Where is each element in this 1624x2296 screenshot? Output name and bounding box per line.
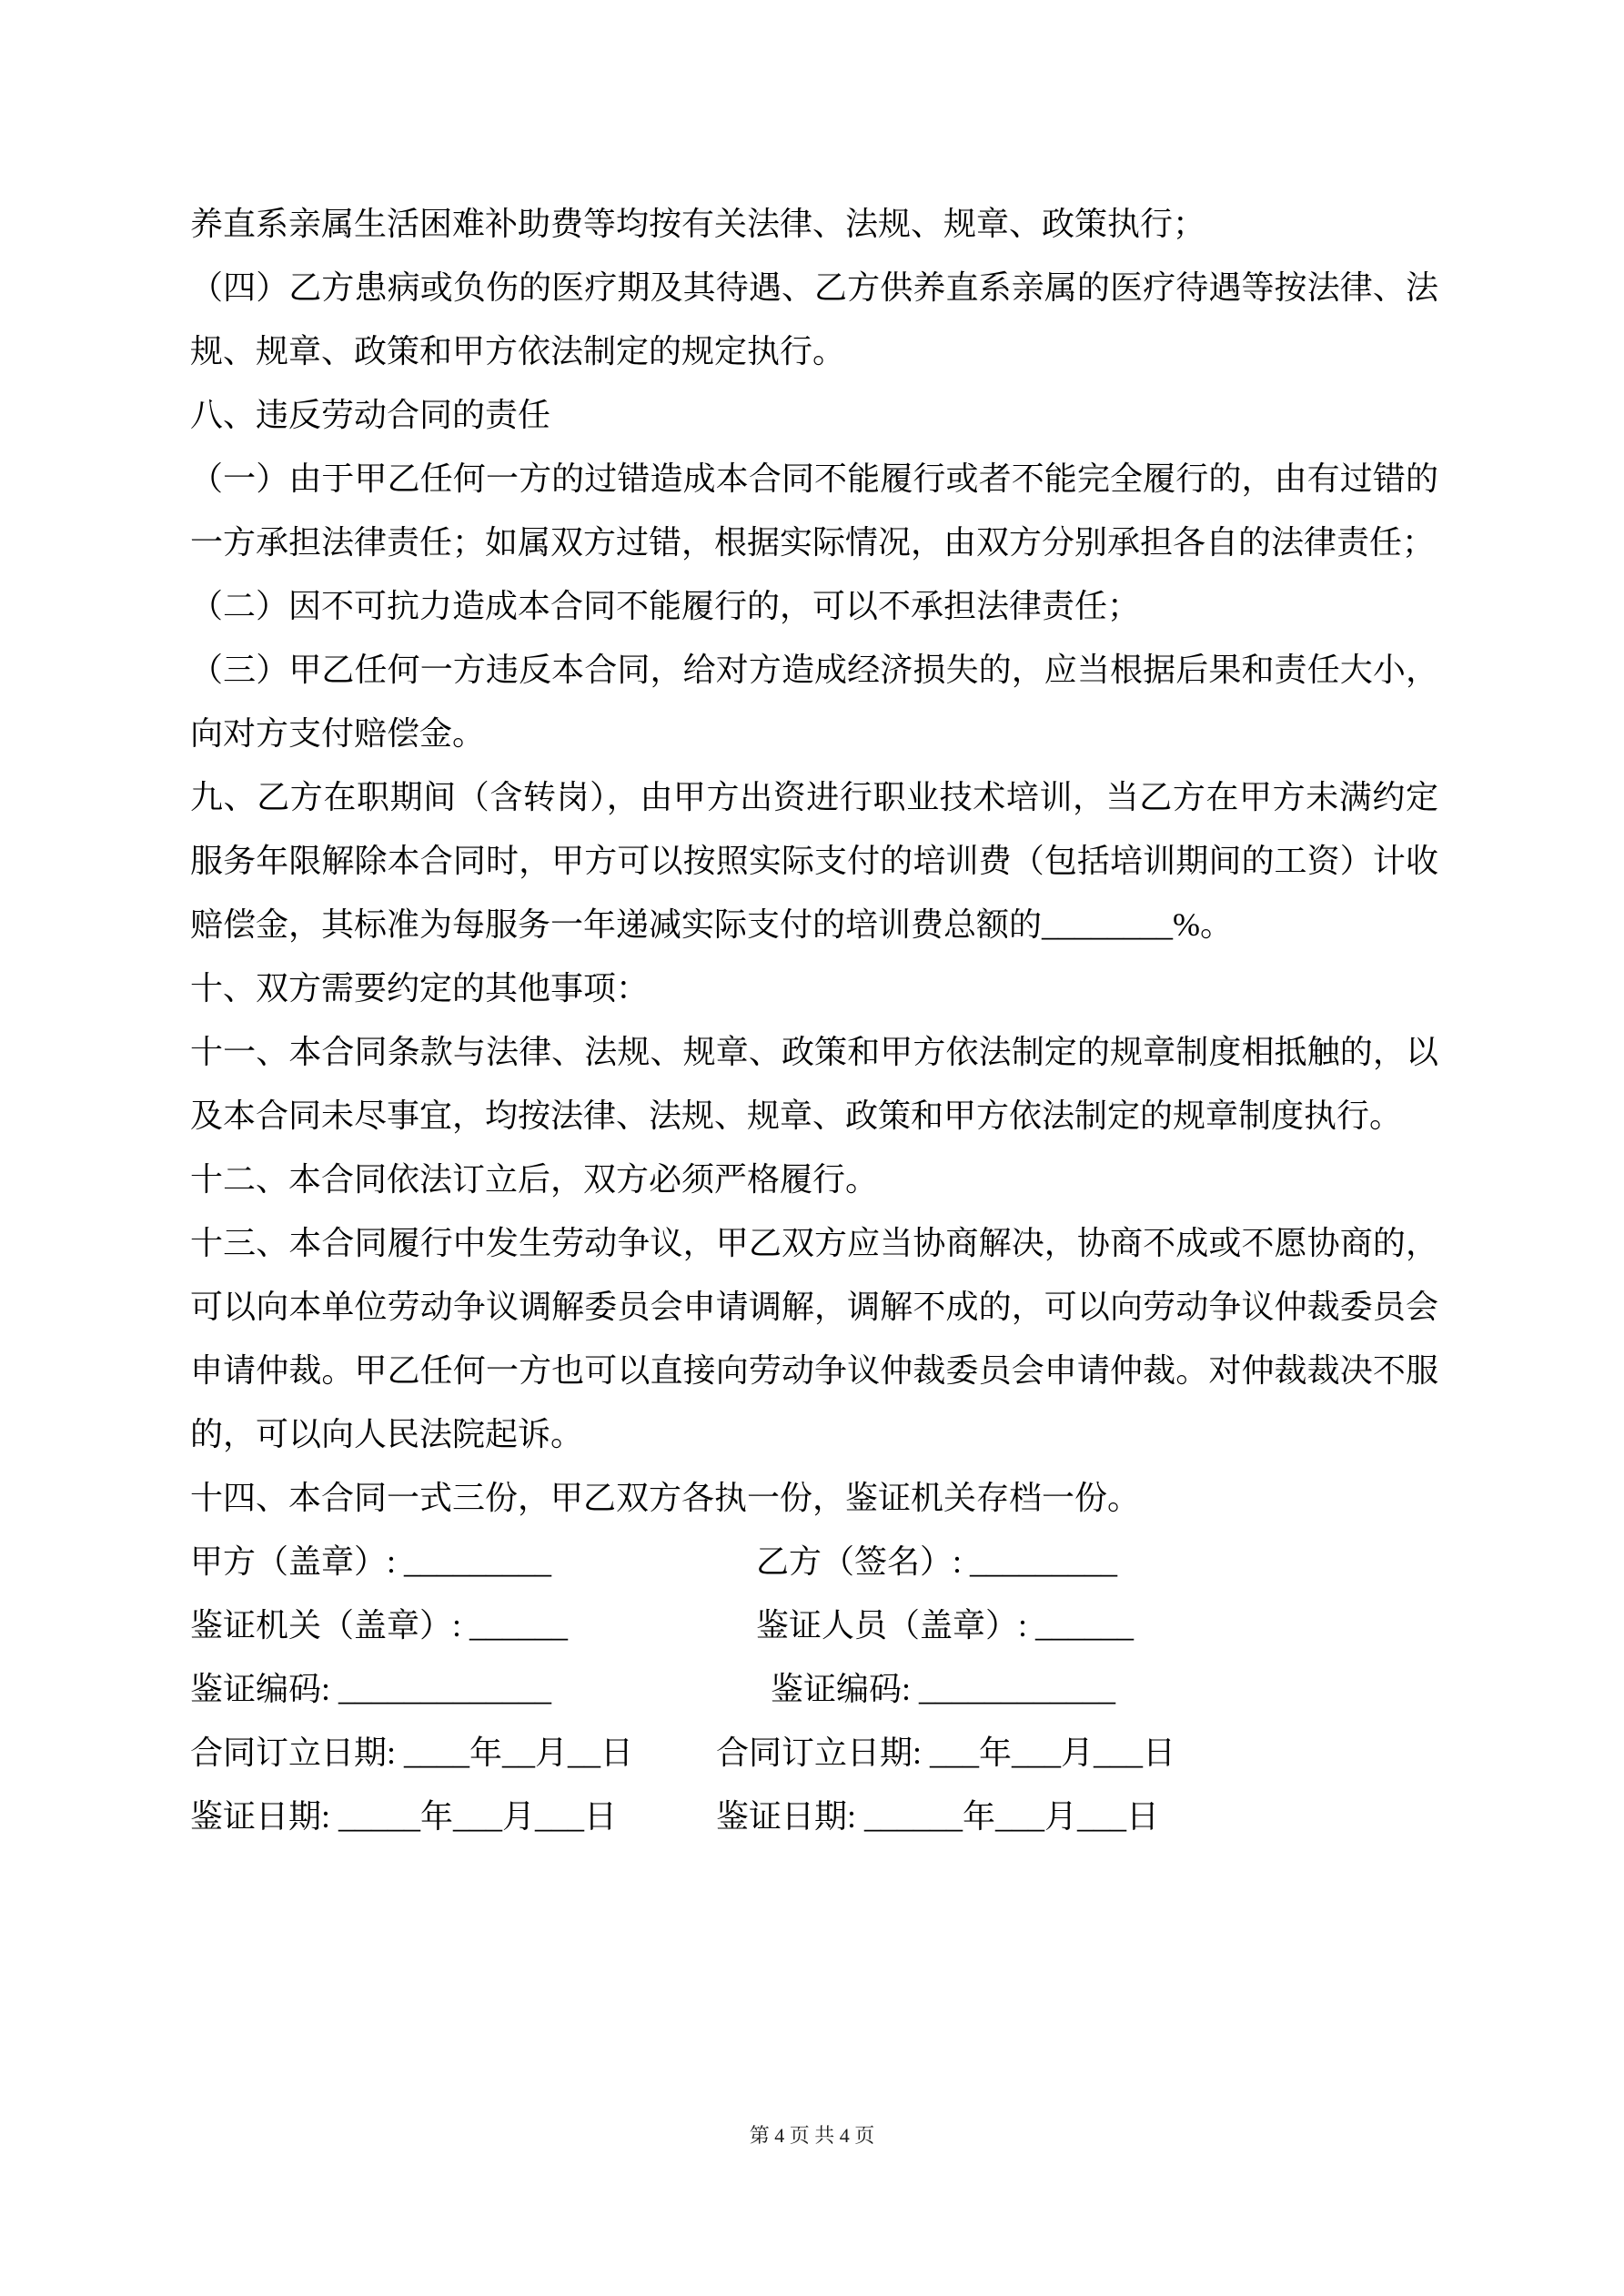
clause-fourteen: 十四、本合同一式三份，甲乙双方各执一份，鉴证机关存档一份。	[190, 1480, 1141, 1516]
clause-thirteen: 十三、本合同履行中发生劳动争议，甲乙双方应当协商解决，协商不成或不愿协商的，可以向本单位劳动争议调解委员会申请调解，调解不成的，可以向劳动争议仲裁委员会申请仲裁。甲乙任何一方也可以直接向劳动争议仲裁委员会申请仲裁。对仲裁裁决不服的，可以向人民法院起诉。	[190, 1225, 1438, 1452]
clause-seven-item-four: （四）乙方患病或负伤的医疗期及其待遇、乙方供养直系亲属的医疗待遇等按法律、法规、规章、政策和甲方依法制定的规定执行。	[190, 269, 1438, 369]
signature-row-party-seal	[190, 1530, 1438, 1593]
signature-row-contract-date	[190, 1721, 1438, 1785]
signature-row-attestation-code	[190, 1657, 1438, 1721]
page-number: 第 4 页 共 4 页	[749, 2124, 875, 2147]
clause-ten: 十、双方需要约定的其他事项：	[190, 970, 650, 1006]
clause-eight-item-one: （一）由于甲乙任何一方的过错造成本合同不能履行或者不能完全履行的，由有过错的一方承担法律责任；如属双方过错，根据实际情况，由双方分别承担各自的法律责任；	[190, 460, 1438, 561]
party-a-seal-field: 甲方（盖章）: _________	[190, 1543, 552, 1580]
contract-body	[190, 192, 1438, 1848]
attestation-date-field-left: 鉴证日期: _____年___月___日	[190, 1798, 618, 1835]
section-heading-eight: 八、违反劳动合同的责任	[190, 397, 551, 433]
page-footer	[0, 2122, 1624, 2149]
contract-date-field-right: 合同订立日期: ___年___月___日	[716, 1735, 1176, 1771]
clause-nine: 九、乙方在职期间（含转岗），由甲方出资进行职业技术培训，当乙方在甲方未满约定服务年限解除本合同时，甲方可以按照实际支付的培训费（包括培训期间的工资）计收赔偿金，其标准为每服务一年递减实际支付的培训费总额的________%。	[190, 779, 1438, 943]
clause-eight-item-two: （二）因不可抗力造成本合同不能履行的，可以不承担法律责任；	[190, 588, 1141, 624]
clause-twelve: 十二、本合同依法订立后，双方必须严格履行。	[190, 1161, 879, 1198]
attestation-authority-seal-field: 鉴证机关（盖章）: ______	[190, 1607, 569, 1644]
contract-date-field-left: 合同订立日期: ____年__月__日	[190, 1735, 634, 1771]
paragraph-continuation: 养直系亲属生活困难补助费等均按有关法律、法规、规章、政策执行；	[190, 206, 1206, 242]
clause-eight-item-three: （三）甲乙任何一方违反本合同，给对方造成经济损失的，应当根据后果和责任大小，向对方支付赔偿金。	[190, 652, 1438, 752]
attestation-officer-seal-field: 鉴证人员（盖章）: ______	[756, 1607, 1135, 1644]
signature-row-attestation-seal	[190, 1593, 1438, 1657]
clause-eleven: 十一、本合同条款与法律、法规、规章、政策和甲方依法制定的规章制度相抵触的，以及本合同未尽事宜，均按法律、法规、规章、政策和甲方依法制定的规章制度执行。	[190, 1034, 1438, 1134]
attestation-date-field-right: 鉴证日期: ______年___月___日	[716, 1798, 1160, 1835]
attestation-code-field-left: 鉴证编码: _____________	[190, 1671, 552, 1707]
party-b-signature-field: 乙方（签名）: _________	[756, 1543, 1118, 1580]
attestation-code-field-right: 鉴证编码: ____________	[771, 1671, 1116, 1707]
signature-row-attestation-date	[190, 1785, 1438, 1848]
